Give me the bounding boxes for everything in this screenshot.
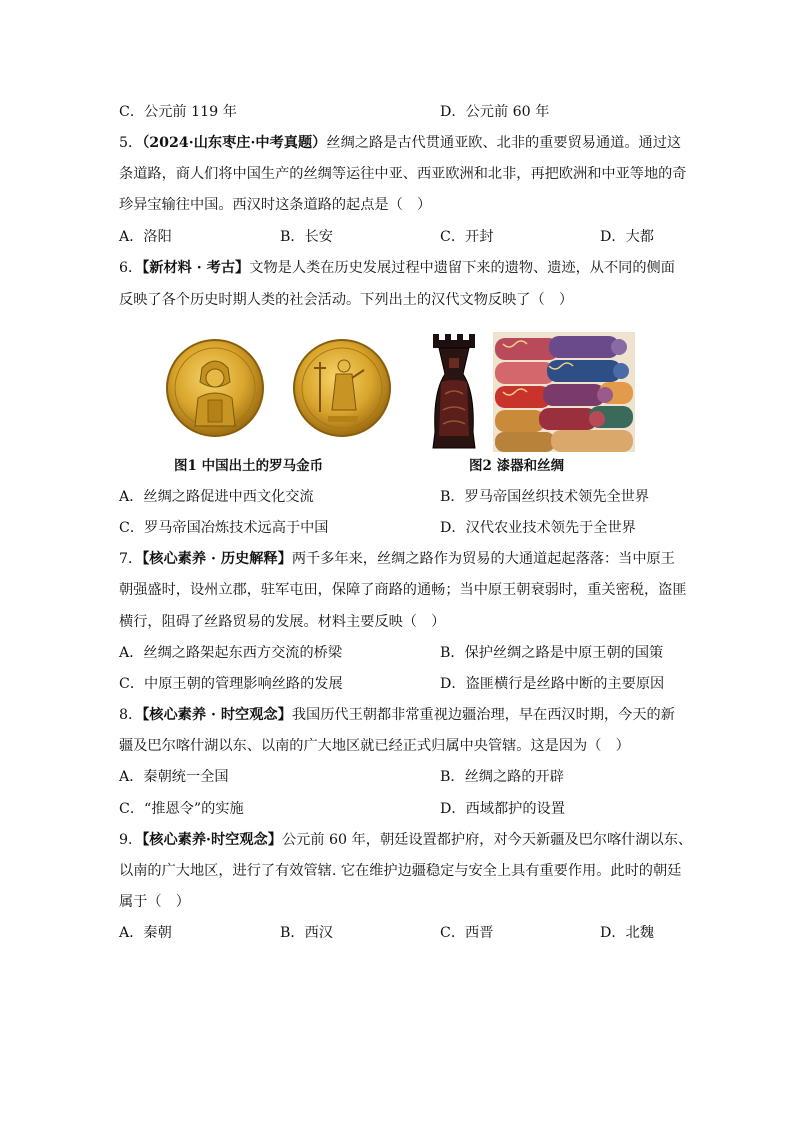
q7-option-b: B．保护丝绸之路是中原王朝的国策 xyxy=(440,645,664,661)
q6-option-c: C．罗马帝国冶炼技术远高于中国 xyxy=(119,520,329,536)
q7-stem-line1 xyxy=(119,549,679,569)
q5-option-a: A．洛阳 xyxy=(119,229,172,245)
q5-stem-line3: 珍异宝输往中国。西汉时这条道路的起点是（ ） xyxy=(119,197,432,213)
q5-option-c: C．开封 xyxy=(440,229,494,245)
q8-number: 8． xyxy=(119,707,143,723)
q8-text1: 我国历代王朝都非常重视边疆治理，早在西汉时期，今天的新 xyxy=(291,707,675,723)
coin-obverse-icon xyxy=(167,340,263,436)
lacquerware-and-silk-image xyxy=(429,332,635,452)
q7-stem-line3: 横行，阻碍了丝路贸易的发展。材料主要反映（ ） xyxy=(119,614,446,630)
q8-option-a: A．秦朝统一全国 xyxy=(119,769,229,785)
figure-1-roman-coins xyxy=(160,338,400,438)
q6-option-a: A．丝绸之路促进中西文化交流 xyxy=(119,489,314,505)
q7-text1: 两千多年来，丝绸之路作为贸易的大通道起起落落：当中原王 xyxy=(291,551,675,567)
q9-option-a: A．秦朝 xyxy=(119,925,172,941)
q5-option-b: B．长安 xyxy=(280,229,333,245)
q8-option-c: C．“推恩令”的实施 xyxy=(119,801,244,817)
q8-stem-line1 xyxy=(119,705,679,725)
q5-stem-line2: 条道路，商人们将中国生产的丝绸等运往中亚、西亚欧洲和北非，再把欧洲和中亚等地的奇 xyxy=(119,166,687,182)
q4-option-c: C．公元前 119 年 xyxy=(119,104,237,120)
q5-stem-line1 xyxy=(119,133,682,153)
roman-gold-coins-image xyxy=(160,338,400,438)
q4-option-d: D．公元前 60 年 xyxy=(440,104,550,120)
coin-reverse-icon xyxy=(294,340,390,436)
q8-option-d: D．西域都护的设置 xyxy=(440,801,565,817)
q5-option-d: D．大都 xyxy=(600,229,654,245)
q8-stem-line2: 疆及巴尔喀什湖以东、以南的广大地区就已经正式归属中央管辖。这是因为（ ） xyxy=(119,738,630,754)
q7-source-tag: 【核心素养 · 历史解释】 xyxy=(142,551,292,567)
q9-text1: 公元前 60 年，朝廷设置都护府，对今天新疆及巴尔喀什湖以东、 xyxy=(281,832,693,848)
q5-text1: 丝绸之路是古代贯通亚欧、北非的重要贸易通道。通过这 xyxy=(326,135,682,151)
figure-1-caption: 图1 中国出土的罗马金币 xyxy=(174,458,324,474)
figure-2-lacquer-silk xyxy=(429,332,635,452)
figure-2-caption: 图2 漆器和丝绸 xyxy=(469,458,565,474)
q6-text1: 文物是人类在历史发展过程中遗留下来的遗物、遗迹，从不同的侧面 xyxy=(249,260,675,276)
q7-option-d: D．盗匪横行是丝路中断的主要原因 xyxy=(440,676,665,692)
lacquer-vase-icon xyxy=(433,334,475,448)
q9-option-d: D．北魏 xyxy=(600,925,654,941)
q8-source-tag: 【核心素养 · 时空观念】 xyxy=(142,707,292,723)
q6-option-d: D．汉代农业技术领先于全世界 xyxy=(440,520,636,536)
q6-option-b: B．罗马帝国丝织技术领先全世界 xyxy=(440,489,650,505)
q9-stem-line3: 属于（ ） xyxy=(119,894,190,910)
q9-stem-line2: 以南的广大地区，进行了有效管辖. 它在维护边疆稳定与安全上具有重要作用。此时的朝廷 xyxy=(119,863,682,879)
q9-stem-line1 xyxy=(119,830,693,850)
silk-rolls-icon xyxy=(493,332,635,452)
q6-number: 6． xyxy=(119,260,143,276)
q8-option-b: B．丝绸之路的开辟 xyxy=(440,769,564,785)
q7-stem-line2: 朝强盛时，设州立郡，驻军屯田，保障了商路的通畅；当中原王朝衰弱时，重关密税，盗匪 xyxy=(119,582,687,598)
q9-option-c: C．西晋 xyxy=(440,925,494,941)
q6-source-tag: 【新材料 · 考古】 xyxy=(142,260,250,276)
q9-source-tag: 【核心素养·时空观念】 xyxy=(142,832,282,848)
q5-number: 5． xyxy=(119,135,143,151)
q6-stem-line2: 反映了各个历史时期人类的社会活动。下列出土的汉代文物反映了（ ） xyxy=(119,292,574,308)
q9-number: 9． xyxy=(119,832,143,848)
q9-option-b: B．西汉 xyxy=(280,925,333,941)
q5-source-tag: （2024·山东枣庄·中考真题） xyxy=(142,135,327,151)
q7-option-c: C．中原王朝的管理影响丝路的发展 xyxy=(119,676,343,692)
q7-option-a: A．丝绸之路架起东西方交流的桥梁 xyxy=(119,645,343,661)
q6-stem-line1 xyxy=(119,258,679,278)
q7-number: 7． xyxy=(119,551,143,567)
